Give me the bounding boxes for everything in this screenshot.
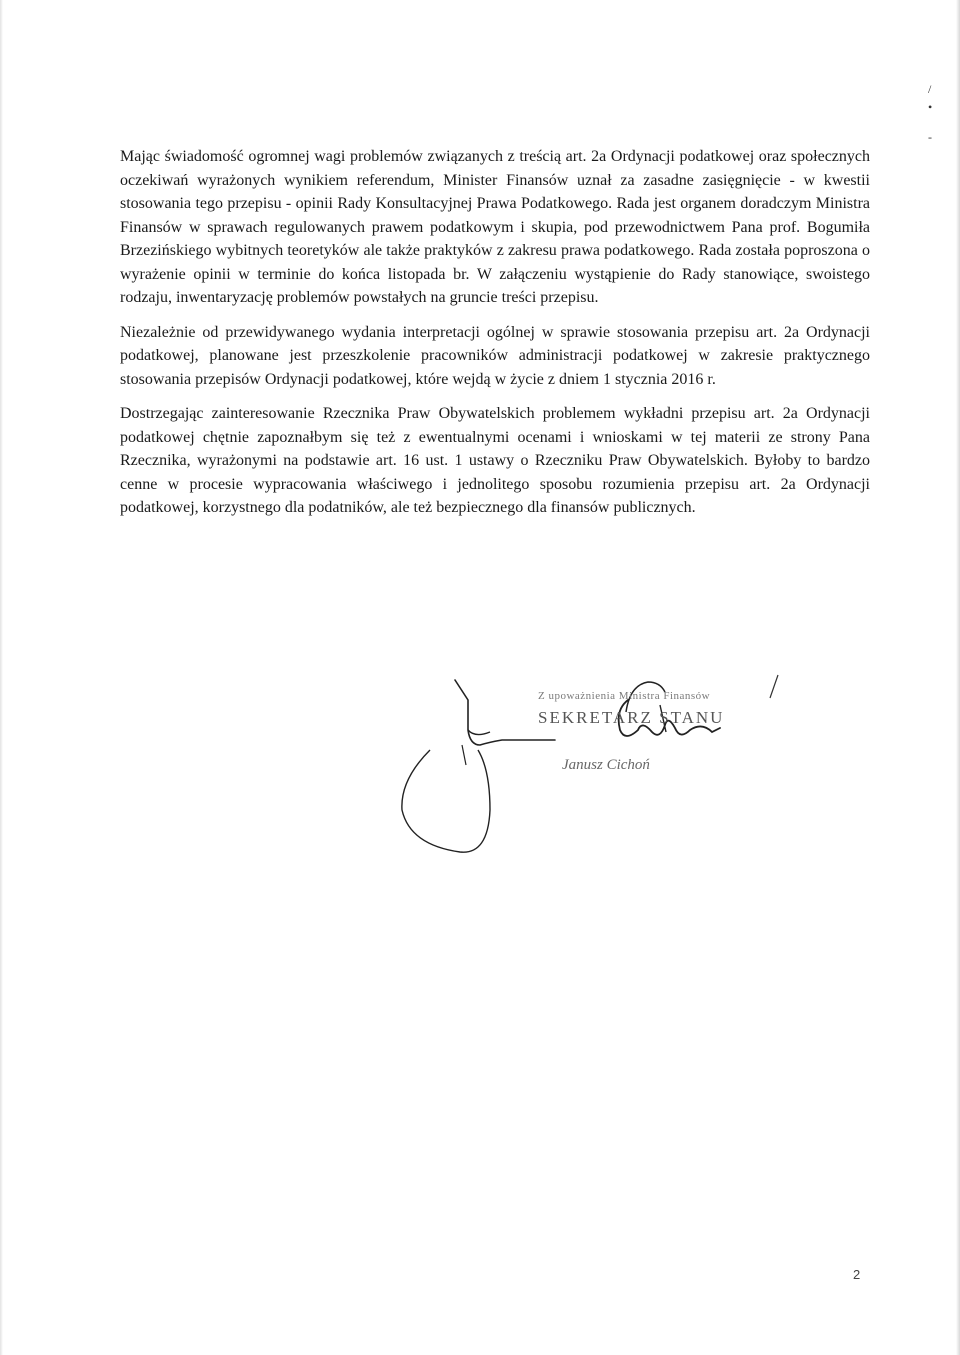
margin-mark: • [928,100,933,114]
stamp-authorization: Z upoważnienia Ministra Finansów [538,690,711,702]
stamp-signatory-name: Janusz Cichoń [562,757,650,773]
page-number: 2 [853,1267,861,1282]
letter-body [120,145,870,531]
margin-mark: / [928,82,932,96]
signature-block [390,670,790,870]
paragraph-2: Niezależnie od przewidywanego wydania interpretacji ogólnej w sprawie stosowania przepisu art. 2a Ordynacji podatkowej, planowane jest przeszkolenie pracowników administracji podatkowej w zakresie praktycznego stosowania przepisów Ordynacji podatkowej, które wejdą w życie z dniem 1 stycznia 2016 r. [120,323,870,388]
paragraph-1: Mając świadomość ogromnej wagi problemów związanych z treścią art. 2a Ordynacji podatkowej oraz społecznych oczekiwań wyrażonych wynikiem referendum, Minister Finansów uznał za zasadne zasięgnięcie - w kwestii stosowania tego przepisu - opinii Rady Konsultacyjnej Prawa Podatkowego. Rada jest organem doradczym Ministra Finansów w sprawach regulowanych prawem podatkowym i skupia, pod przewodnictwem Pana prof. Bogumiła Brzezińskiego wybitnych teoretyków ale także praktyków z zakresu prawa podatkowego. Rada została poproszona o wyrażenie opinii w terminie do końca listopada br. W załączeniu wystąpienie do Rady stanowiące, swoistego rodzaju, inwentaryzację problemów powstałych na gruncie treści przepisu. [120,148,870,306]
scan-edge-left [0,0,3,1355]
margin-marks [928,80,948,146]
stamp-title: SEKRETARZ STANU [538,708,725,727]
margin-mark: - [928,130,932,144]
scan-edge-right [956,0,960,1355]
paragraph-3: Dostrzegając zainteresowanie Rzecznika Praw Obywatelskich problemem wykładni przepisu art. 2a Ordynacji podatkowej chętnie zapoznałbym się też z ewentualnymi ocenami i wnioskami w tej materii ze strony Pana Rzecznika, wyrażonymi na podstawie art. 16 ust. 1 ustawy o Rzeczniku Praw Obywatelskich. Byłoby to bardzo cenne w procesie wypracowania właściwego i jednolitego sposobu rozumienia przepisu art. 2a Ordynacji podatkowej, korzystnego dla podatników, ale też bezpiecznego dla finansów publicznych. [120,405,870,516]
